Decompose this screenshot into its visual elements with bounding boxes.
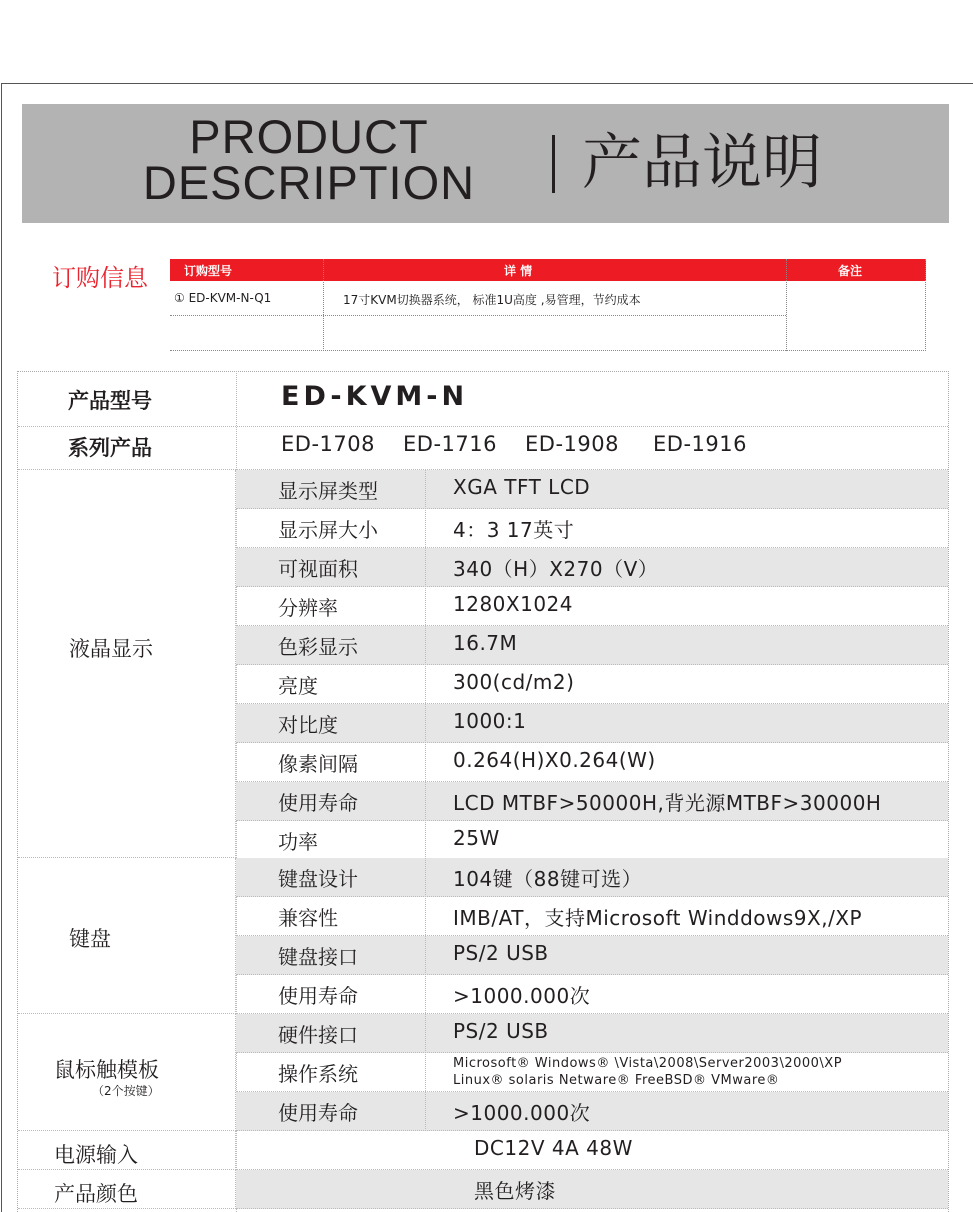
- order-table-header: [170, 259, 926, 281]
- group-touchpad-sub: （2个按键）: [92, 1084, 160, 1098]
- spec-row: 分辨率 1280X1024: [236, 587, 948, 626]
- group-lcd: [18, 470, 236, 858]
- spec-row: 键盘接口 PS/2 USB: [236, 936, 948, 975]
- spec-row: 显示屏类型 XGA TFT LCD: [236, 470, 948, 509]
- color-value: 黑色烤漆: [474, 1179, 556, 1203]
- spec-row: 色彩显示 16.7M: [236, 626, 948, 665]
- row-divider: [18, 426, 948, 427]
- power-label: 电源输入: [54, 1143, 138, 1167]
- order-detail-cell: 17寸KVM切换器系统， 标准1U高度 ,易管理，节约成本: [343, 293, 641, 307]
- spec-row: 使用寿命 >1000.000次: [236, 1092, 948, 1131]
- banner-chinese-title: 产品说明: [582, 128, 822, 198]
- series-item: ED-1908: [525, 432, 619, 456]
- power-label-cell: [18, 1131, 236, 1170]
- spec-row: 兼容性 IMB/AT，支持Microsoft Winddows9X,/XP: [236, 897, 948, 936]
- order-col-divider: [786, 259, 787, 351]
- key-value-divider: [425, 470, 426, 1131]
- power-value: DC12V 4A 48W: [474, 1136, 633, 1160]
- banner-english-title: PRODUCT DESCRIPTION: [142, 110, 476, 209]
- color-label: 产品颜色: [54, 1182, 138, 1206]
- banner-divider: [552, 135, 555, 193]
- group-touchpad: [18, 1014, 236, 1131]
- order-info-title: 订购信息: [52, 264, 148, 292]
- os-value: Microsoft® Windows® \Vista\2008\Server2003\2000\XP Linux® solaris Netware® FreeBSD® VMware®: [453, 1056, 843, 1088]
- order-col-divider: [323, 259, 324, 351]
- order-header-detail: 详 情: [504, 264, 533, 278]
- spec-row: 操作系统 Microsoft® Windows® \Vista\2008\Server2003\2000\XP Linux® solaris Netware® FreeBSD® VMware®: [236, 1053, 948, 1092]
- model-value: ED-KVM-N: [281, 381, 469, 412]
- spec-row: 可视面积 340（H）X270（V）: [236, 548, 948, 587]
- spec-row: 对比度 1000:1: [236, 704, 948, 743]
- spec-row: 使用寿命 >1000.000次: [236, 975, 948, 1014]
- order-header-model: 订购型号: [184, 264, 233, 278]
- series-item: ED-1716: [403, 432, 497, 456]
- order-row-divider: [170, 350, 926, 351]
- spec-row: 像素间隔 0.264(H)X0.264(W): [236, 743, 948, 782]
- spec-row: 亮度 300(cd/m2): [236, 665, 948, 704]
- product-description-banner: [22, 104, 949, 223]
- group-keyboard: [18, 858, 236, 1014]
- series-item: ED-1916: [653, 432, 747, 456]
- series-item: ED-1708: [281, 432, 375, 456]
- series-label: 系列产品: [68, 436, 152, 460]
- spec-row: 键盘设计 104键（88键可选）: [236, 858, 948, 897]
- color-label-cell: [18, 1170, 236, 1209]
- spec-row: 功率 25W: [236, 821, 948, 860]
- color-row: [236, 1170, 948, 1209]
- power-row: [236, 1131, 948, 1170]
- order-table: [170, 259, 926, 351]
- spec-row: 显示屏大小 4：3 17英寸: [236, 509, 948, 548]
- spec-row: 使用寿命 LCD MTBF>50000H,背光源MTBF>30000H: [236, 782, 948, 821]
- order-row-divider: [170, 315, 786, 316]
- spec-row: 硬件接口 PS/2 USB: [236, 1014, 948, 1053]
- model-label: 产品型号: [68, 389, 152, 413]
- order-col-divider: [925, 259, 926, 351]
- group-touchpad-label: 鼠标触模板: [54, 1058, 159, 1082]
- order-model-cell: ① ED-KVM-N-Q1: [174, 291, 272, 305]
- order-header-note: 备注: [838, 264, 863, 278]
- group-lcd-label: 液晶显示: [69, 637, 153, 661]
- group-keyboard-label: 键盘: [69, 927, 111, 951]
